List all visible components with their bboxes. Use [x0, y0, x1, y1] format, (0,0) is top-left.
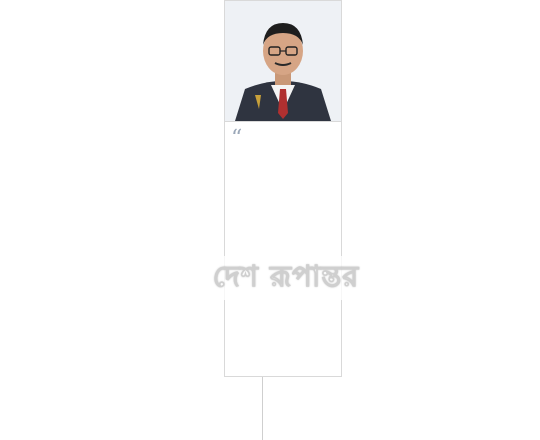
author-portrait-icon	[225, 1, 341, 121]
masthead-wordmark: দেশ রূপান্তর	[212, 258, 360, 293]
newspaper-masthead	[188, 256, 384, 300]
quote-mark-icon: “	[231, 126, 243, 151]
author-photo	[224, 0, 342, 122]
article-left-column	[6, 0, 249, 6]
author-byline	[224, 312, 342, 377]
